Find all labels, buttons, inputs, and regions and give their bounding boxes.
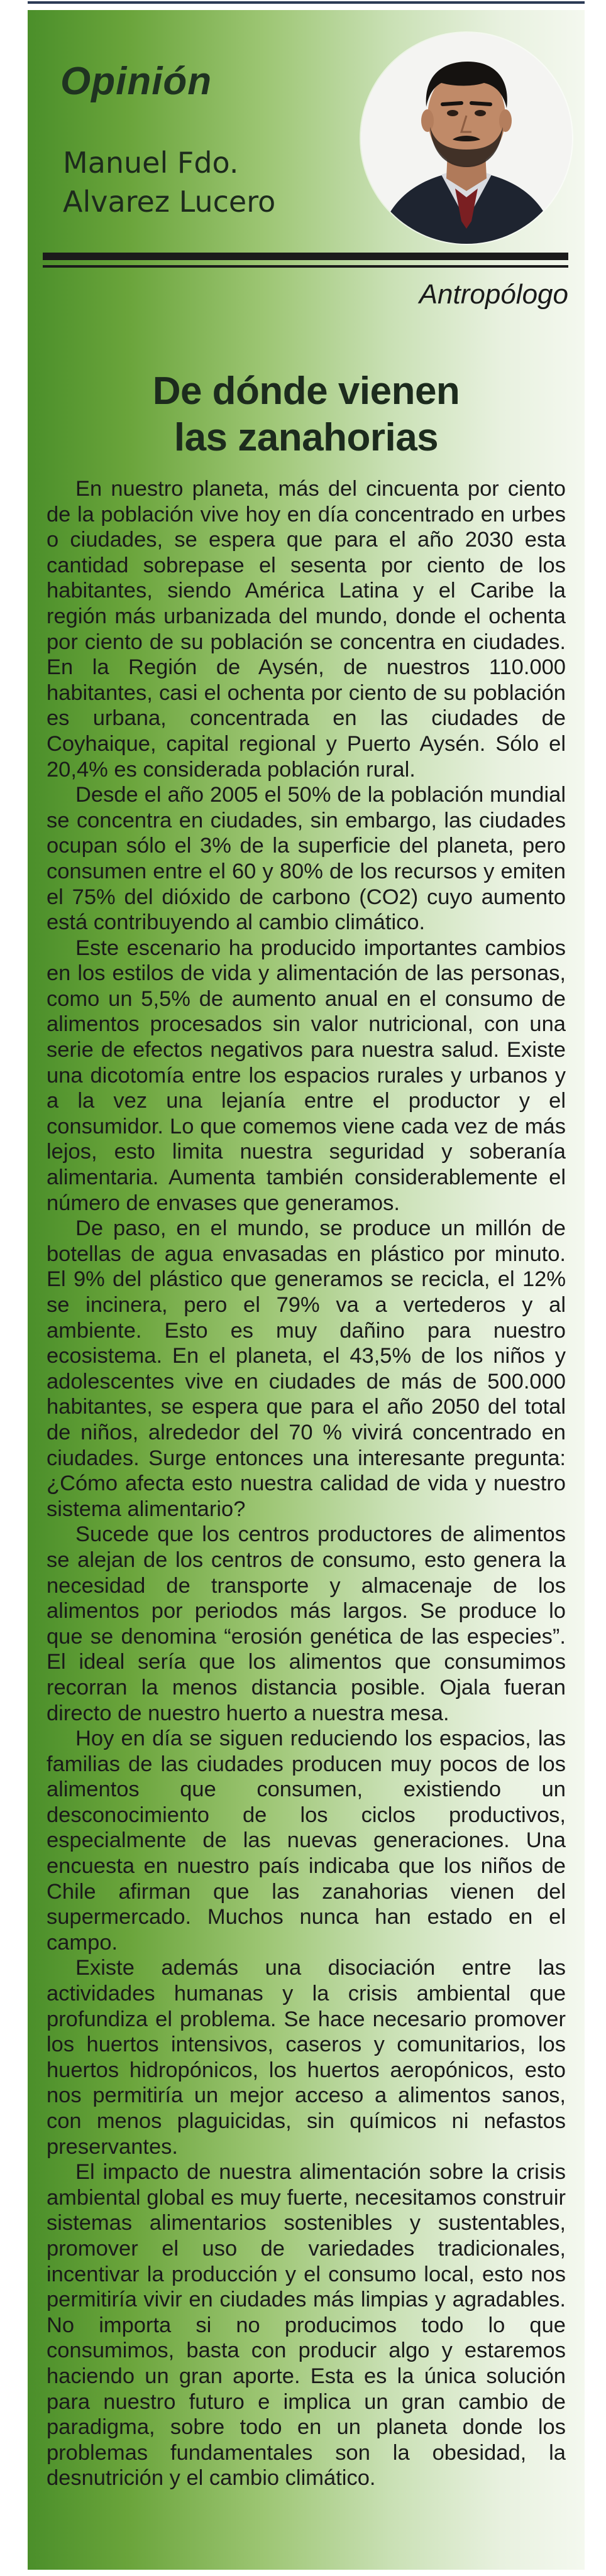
article-paragraph: Existe además una disociación entre las actividades humanas y la crisis ambiental que profundiza el problema. Se hace necesario promover los huertos intensivos, caseros y comunitarios, los huertos hidropónicos, los huertos aeropónicos, esto nos permitiría un mejor acceso a alimentos sanos, con menos plaguicidas, sin químicos ni nefastos preservantes. — [47, 1956, 566, 2159]
author-name-line-1: Manuel Fdo. — [63, 146, 239, 180]
article-paragraph: En nuestro planeta, más del cincuenta por ciento de la población vive hoy en día concentrado en urbes o ciudades, se espera que para el año 2030 esta cantidad sobrepase el sesenta por ciento de los habitantes, siendo América Latina y el Caribe la región más urbanizada del mundo, donde el ochenta por ciento de su población se concentra en ciudades. En la Región de Aysén, de nuestros 110.000 habitantes, casi el ochenta por ciento de su población es urbana, concentrada en las ciudades de Coyhaique, capital regional y Puerto Aysén. Sólo el 20,4% es considerada población rural. — [47, 477, 566, 782]
headline-line-1: De dónde vienen — [152, 369, 460, 413]
article-paragraph: Hoy en día se siguen reduciendo los espacios, las familias de las ciudades producen muy pocos de los alimentos que consumen, existiendo un desconocimiento de los ciclos productivos, especialmente de las nuevas generaciones. Una encuesta en nuestro país indicaba que los niños de Chile afirman que las zanahorias vienen del supermercado. Muchos nunca han estado en el campo. — [47, 1727, 566, 1955]
author-role: Antropólogo — [419, 279, 568, 310]
article-headline — [28, 368, 585, 461]
author-name-line-2: Alvarez Lucero — [63, 185, 276, 219]
article-paragraph: Sucede que los centros productores de alimentos se alejan de los centros de consumo, esto genera la necesidad de transporte y almacenaje de los alimentos por periodos más largos. Se produce lo que se denomina “erosión genética de las especies”. El ideal sería que los alimentos que consumimos recorran la menos distancia posible. Ojala fueran directo de nuestro huerto a nuestra mesa. — [47, 1522, 566, 1725]
article-body — [47, 476, 566, 2491]
article-paragraph: El impacto de nuestra alimentación sobre la crisis ambiental global es muy fuerte, necesitamos construir sistemas alimentarios sostenibles y sustentables, promover el uso de variedades tradicionales, incentivar la producción y el consumo local, esto nos permitiría vivir en ciudades más limpias y agradables. No importa si no producimos todo lo que consumimos, basta con producir algo y estaremos haciendo un gran aporte. Esta es la única solución para nuestro futuro e implica un gran cambio de paradigma, sobre todo en un planeta donde los problemas fundamentales son la obesidad, la desnutrición y el cambio climático. — [47, 2160, 566, 2491]
author-portrait-image — [361, 33, 572, 244]
header-rule-thick — [43, 253, 568, 260]
section-label: Opinión — [60, 60, 212, 103]
opinion-column — [28, 10, 585, 2570]
headline-line-2: las zanahorias — [174, 415, 439, 459]
header-rule-thin — [43, 265, 568, 268]
author-name — [63, 143, 275, 221]
article-paragraph: De paso, en el mundo, se produce un millón de botellas de agua envasadas en plástico por minuto. El 9% del plástico que generamos se recicla, el 12% se incinera, pero el 79% va a vertederos y al ambiente. Esto es muy dañino para nuestro ecosistema. En el planeta, el 43,5% de los niños y adolescentes vive en ciudades de más de 500.000 habitantes, se espera que para el año 2050 del total de niños, alrededor del 70 % vivirá concentrado en ciudades. Surge entonces una interesante pregunta: ¿Cómo afecta esto nuestra calidad de vida y nuestro sistema alimentario? — [47, 1216, 566, 1521]
article-paragraph: Este escenario ha producido importantes cambios en los estilos de vida y alimentación de las personas, como un 5,5% de aumento anual en el consumo de alimentos procesados sin valor nutricional, con una serie de efectos negativos para nuestra salud. Existe una dicotomía entre los espacios rurales y urbanos y a la vez una lejanía entre el productor y el consumidor. Lo que comemos viene cada vez de más lejos, esto limita nuestra seguridad y soberanía alimentaria. Aumenta también considerablemente el número de envases que generamos. — [47, 936, 566, 1215]
author-photo — [361, 33, 572, 244]
top-border-rule — [28, 1, 585, 4]
article-paragraph: Desde el año 2005 el 50% de la población mundial se concentra en ciudades, sin embargo, las ciudades ocupan sólo el 3% de la superficie del planeta, pero consumen entre el 60 y 80% de los recursos y emiten el 75% del dióxido de carbono (CO2) cuyo aumento está contribuyendo al cambio climático. — [47, 783, 566, 935]
column-header — [28, 10, 585, 310]
